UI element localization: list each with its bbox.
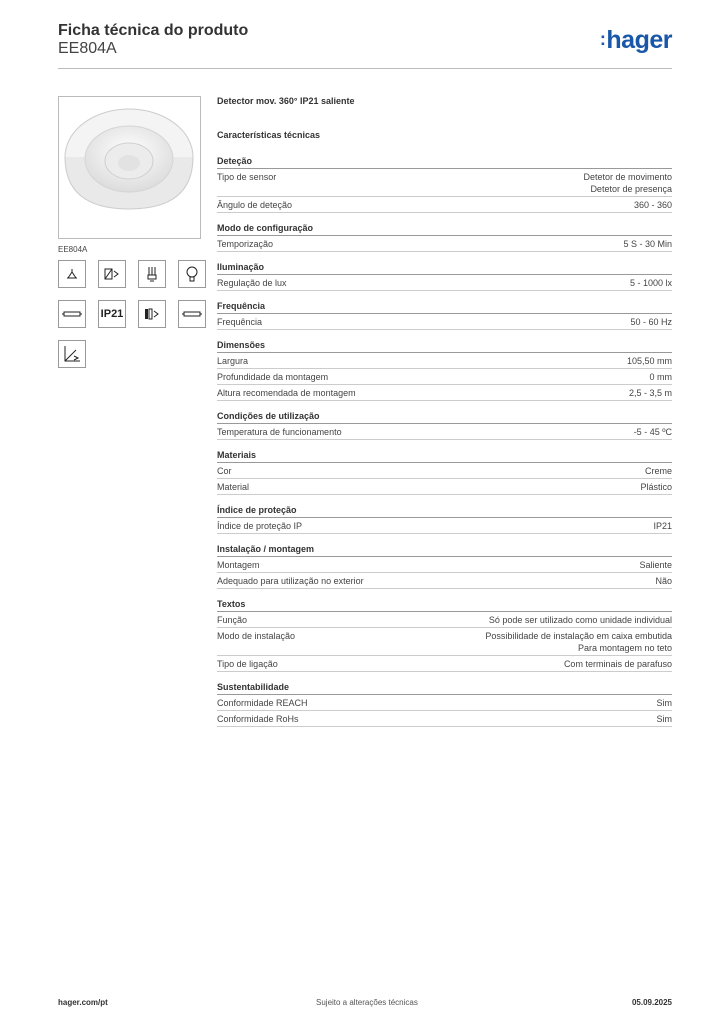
spec-value-line: Detetor de movimento <box>583 172 672 182</box>
spec-row <box>217 385 672 401</box>
section-heading: Deteção <box>217 156 672 169</box>
spec-label: Profundidade da montagem <box>217 372 329 382</box>
spec-row <box>217 711 672 727</box>
section-heading: Frequência <box>217 301 672 314</box>
spec-label: Cor <box>217 466 232 476</box>
ip21-badge: IP21 <box>98 300 126 328</box>
page-header <box>58 20 672 68</box>
spec-value <box>583 171 672 195</box>
bulb-icon <box>178 260 206 288</box>
spec-label: Tipo de ligação <box>217 659 278 669</box>
spec-value-line: Detetor de presença <box>590 184 672 194</box>
ceiling-lamp-icon <box>58 260 86 288</box>
logo-text: hager <box>606 26 672 54</box>
section-heading: Instalação / montagem <box>217 544 672 557</box>
spec-value-line: Só pode ser utilizado como unidade individual <box>488 615 672 625</box>
section-heading: Índice de proteção <box>217 505 672 518</box>
spec-row <box>217 463 672 479</box>
spec-label: Montagem <box>217 560 260 570</box>
spec-value-line: Creme <box>644 466 672 476</box>
spec-row <box>217 314 672 330</box>
spec-value-line: 360 - 360 <box>633 200 672 210</box>
spec-value <box>485 630 672 654</box>
product-title: Detector mov. 360° IP21 saliente <box>217 96 355 106</box>
sensor-image <box>59 97 200 238</box>
spec-label: Ângulo de deteção <box>217 200 293 210</box>
spec-value-line: -5 - 45 ºC <box>633 427 672 437</box>
spec-label: Índice de proteção IP <box>217 521 303 531</box>
spec-value <box>634 426 672 438</box>
header-divider <box>58 68 672 69</box>
spec-value-line: Para montagem no teto <box>577 643 672 653</box>
spec-label: Conformidade REACH <box>217 698 308 708</box>
spec-row <box>217 573 672 589</box>
section-heading: Textos <box>217 599 672 612</box>
photo-caption: EE804A <box>58 245 88 254</box>
spec-value-line: Com terminais de parafuso <box>563 659 672 669</box>
spec-row <box>217 197 672 213</box>
spec-row <box>217 369 672 385</box>
spec-value <box>627 355 672 367</box>
spec-value <box>650 371 673 383</box>
footer-website[interactable]: hager.com/pt <box>58 998 108 1007</box>
presence-sensor-icon <box>138 300 166 328</box>
section-heading: Condições de utilização <box>217 411 672 424</box>
tech-title: Características técnicas <box>217 130 321 140</box>
spec-value <box>653 520 672 532</box>
spec-label: Adequado para utilização no exterior <box>217 576 364 586</box>
spec-value-line: 2,5 - 3,5 m <box>628 388 672 398</box>
product-code: EE804A <box>58 40 117 57</box>
product-photo <box>58 96 201 239</box>
spec-label: Função <box>217 615 248 625</box>
spec-value-line: 105,50 mm <box>626 356 672 366</box>
spec-value <box>564 658 672 670</box>
spec-row <box>217 628 672 656</box>
spec-value-line: Saliente <box>639 560 672 570</box>
section-heading: Iluminação <box>217 262 672 275</box>
spec-label: Tipo de sensor <box>217 172 277 182</box>
spec-value <box>657 713 673 725</box>
spec-value <box>657 697 673 709</box>
surface-mount-icon <box>58 340 86 368</box>
section-heading: Modo de configuração <box>217 223 672 236</box>
spec-value-line: IP21 <box>653 521 672 531</box>
spec-value-line: 50 - 60 Hz <box>630 317 672 327</box>
spec-value <box>629 387 672 399</box>
spec-row <box>217 275 672 291</box>
spec-row <box>217 656 672 672</box>
spec-value-line: Plástico <box>640 482 672 492</box>
logo-dots-icon: : <box>599 29 606 49</box>
spec-value-line: Sim <box>656 714 672 724</box>
footer-note: Sujeito a alterações técnicas <box>316 998 418 1007</box>
spec-value-line: Não <box>655 576 672 586</box>
section-heading: Sustentabilidade <box>217 682 672 695</box>
spec-label: Modo de instalação <box>217 631 296 641</box>
spec-value <box>630 277 672 289</box>
spec-value-line: Possibilidade de instalação em caixa embutida <box>485 631 672 641</box>
wall-sensor-icon <box>98 260 126 288</box>
footer-date: 05.09.2025 <box>631 998 672 1007</box>
spec-row <box>217 424 672 440</box>
spec-row <box>217 557 672 573</box>
spec-value-line: 5 S - 30 Min <box>623 239 672 249</box>
spec-label: Conformidade RoHs <box>217 714 299 724</box>
cfl-lamp-icon <box>138 260 166 288</box>
spec-row <box>217 169 672 197</box>
spec-row <box>217 695 672 711</box>
spec-label: Regulação de lux <box>217 278 287 288</box>
spec-value <box>655 575 672 587</box>
spec-label: Temporização <box>217 239 274 249</box>
spec-row <box>217 518 672 534</box>
spec-value <box>630 316 672 328</box>
spec-label: Material <box>217 482 250 492</box>
spec-row <box>217 236 672 252</box>
spec-label: Altura recomendada de montagem <box>217 388 356 398</box>
left-column <box>58 96 201 320</box>
spec-row <box>217 353 672 369</box>
spec-row <box>217 479 672 495</box>
tube-lamp-icon-2 <box>178 300 206 328</box>
spec-label: Largura <box>217 356 249 366</box>
tube-lamp-icon <box>58 300 86 328</box>
spec-value <box>634 199 672 211</box>
spec-value-line: Sim <box>656 698 672 708</box>
spec-value <box>489 614 672 626</box>
spec-value-line: 0 mm <box>649 372 672 382</box>
section-heading: Materiais <box>217 450 672 463</box>
section-heading: Dimensões <box>217 340 672 353</box>
hager-logo[interactable] <box>600 26 672 55</box>
spec-value <box>639 559 672 571</box>
spec-label: Temperatura de funcionamento <box>217 427 342 437</box>
spec-value <box>645 465 672 477</box>
spec-row <box>217 612 672 628</box>
spec-label: Frequência <box>217 317 263 327</box>
spec-sections <box>217 156 672 727</box>
spec-value <box>640 481 672 493</box>
page-title: Ficha técnica do produto <box>58 22 249 39</box>
spec-value-line: 5 - 1000 lx <box>629 278 672 288</box>
spec-value <box>623 238 672 250</box>
